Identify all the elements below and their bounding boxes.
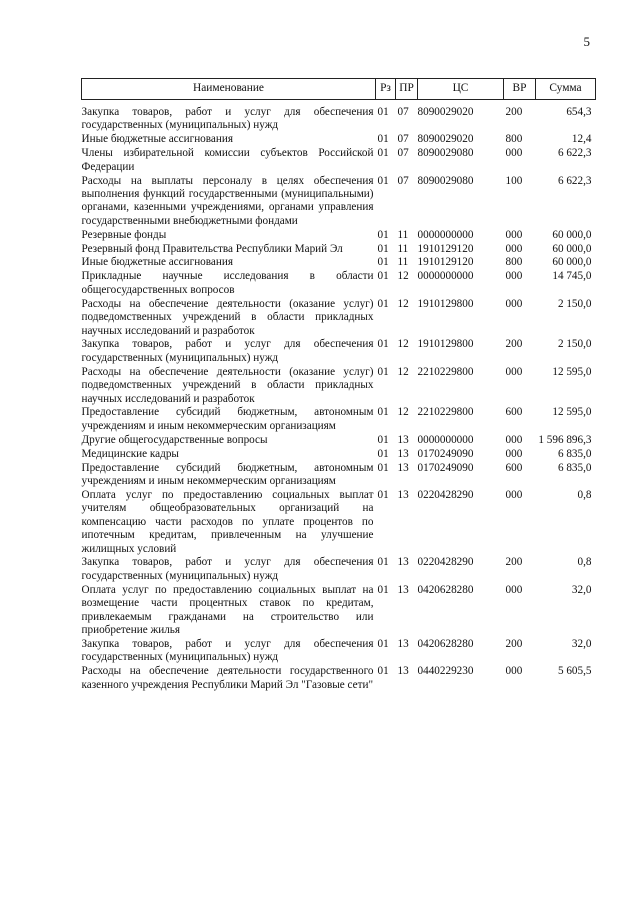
table-row bbox=[82, 270, 596, 297]
row-name: Предоставление субсидий бюджетным, автономным учреждениям и иным некоммерческим организациям bbox=[81, 406, 374, 432]
row-name: Расходы на обеспечение деятельности государственного казенного учреждения Республики Марий Эл "Газовые сети" bbox=[81, 665, 374, 691]
row-cs: 0000000000 bbox=[417, 228, 474, 241]
row-vr: 000 bbox=[505, 228, 523, 241]
row-sum: 2 150,0 bbox=[557, 297, 592, 310]
row-cs: 0440229230 bbox=[417, 665, 474, 678]
row-pr: 13 bbox=[397, 637, 409, 650]
row-sum: 14 745,0 bbox=[552, 270, 592, 283]
row-vr: 800 bbox=[505, 256, 523, 269]
row-sum: 12,4 bbox=[571, 133, 592, 146]
row-name: Прикладные научные исследования в области общегосударственных вопросов bbox=[81, 270, 374, 296]
row-cs: 0170249090 bbox=[417, 461, 474, 474]
row-pr: 07 bbox=[397, 147, 409, 160]
row-rz: 01 bbox=[377, 297, 389, 310]
row-pr: 12 bbox=[397, 365, 409, 378]
row-pr: 11 bbox=[397, 256, 409, 269]
row-name: Расходы на обеспечение деятельности (оказание услуг) подведомственных учреждений в области прикладных научных исследований и разработок bbox=[81, 297, 374, 337]
row-vr: 600 bbox=[505, 406, 523, 419]
row-rz: 01 bbox=[377, 665, 389, 678]
row-sum: 32,0 bbox=[571, 583, 592, 596]
row-pr: 12 bbox=[397, 270, 409, 283]
row-sum: 60 000,0 bbox=[552, 256, 592, 269]
header-sum: Сумма bbox=[536, 79, 596, 100]
row-cs: 8090029080 bbox=[417, 147, 474, 160]
row-pr: 13 bbox=[397, 447, 409, 460]
table-row bbox=[82, 638, 596, 665]
row-name: Расходы на обеспечение деятельности (оказание услуг) подведомственных учреждений в области прикладных научных исследований и разработок bbox=[81, 365, 374, 405]
table-row bbox=[82, 665, 596, 692]
row-cs: 0000000000 bbox=[417, 270, 474, 283]
row-name: Закупка товаров, работ и услуг для обеспечения государственных (муниципальных) нужд bbox=[81, 556, 374, 582]
row-vr: 600 bbox=[505, 461, 523, 474]
row-rz: 01 bbox=[377, 365, 389, 378]
row-sum: 2 150,0 bbox=[557, 338, 592, 351]
row-pr: 12 bbox=[397, 406, 409, 419]
row-rz: 01 bbox=[377, 433, 389, 446]
row-vr: 200 bbox=[505, 556, 523, 569]
row-cs: 0420628280 bbox=[417, 583, 474, 596]
row-name: Закупка товаров, работ и услуг для обеспечения государственных (муниципальных) нужд bbox=[81, 338, 374, 364]
table-row bbox=[82, 556, 596, 583]
row-pr: 13 bbox=[397, 433, 409, 446]
row-cs: 0220428290 bbox=[417, 488, 474, 501]
table-header bbox=[82, 79, 596, 100]
row-rz: 01 bbox=[377, 556, 389, 569]
row-cs: 0420628280 bbox=[417, 637, 474, 650]
row-pr: 13 bbox=[397, 665, 409, 678]
row-cs: 2210229800 bbox=[417, 365, 474, 378]
row-pr: 11 bbox=[397, 228, 409, 241]
row-cs: 1910129800 bbox=[417, 338, 474, 351]
row-vr: 200 bbox=[505, 106, 523, 118]
header-vr: ВР bbox=[504, 79, 536, 100]
table-row bbox=[82, 338, 596, 365]
row-name: Закупка товаров, работ и услуг для обеспечения государственных (муниципальных) нужд bbox=[81, 106, 374, 132]
row-vr: 000 bbox=[505, 270, 523, 283]
row-pr: 07 bbox=[397, 174, 409, 187]
header-cs: ЦС bbox=[418, 79, 504, 100]
row-vr: 000 bbox=[505, 488, 523, 501]
row-sum: 654,3 bbox=[566, 106, 592, 118]
row-sum: 12 595,0 bbox=[552, 365, 592, 378]
row-name: Члены избирательной комиссии субъектов Российской Федерации bbox=[81, 147, 374, 173]
row-vr: 000 bbox=[505, 447, 523, 460]
row-vr: 200 bbox=[505, 338, 523, 351]
row-rz: 01 bbox=[377, 147, 389, 160]
row-vr: 000 bbox=[505, 365, 523, 378]
row-sum: 60 000,0 bbox=[552, 242, 592, 255]
row-vr: 000 bbox=[505, 665, 523, 678]
row-name: Резервные фонды bbox=[81, 228, 167, 241]
row-rz: 01 bbox=[377, 637, 389, 650]
row-vr: 200 bbox=[505, 637, 523, 650]
row-cs: 0000000000 bbox=[417, 433, 474, 446]
header-rz: Рз bbox=[376, 79, 396, 100]
table-row bbox=[82, 133, 596, 147]
page-number: 5 bbox=[583, 34, 590, 49]
table-row bbox=[82, 298, 596, 339]
row-rz: 01 bbox=[377, 406, 389, 419]
table-row bbox=[82, 434, 596, 448]
table-row bbox=[82, 448, 596, 462]
row-vr: 800 bbox=[505, 133, 523, 146]
row-rz: 01 bbox=[377, 174, 389, 187]
row-vr: 100 bbox=[505, 174, 523, 187]
table-row bbox=[82, 256, 596, 270]
table-row bbox=[82, 462, 596, 489]
row-rz: 01 bbox=[377, 461, 389, 474]
row-rz: 01 bbox=[377, 106, 389, 118]
row-cs: 2210229800 bbox=[417, 406, 474, 419]
row-name: Иные бюджетные ассигнования bbox=[81, 133, 233, 146]
row-rz: 01 bbox=[377, 338, 389, 351]
row-pr: 07 bbox=[397, 133, 409, 146]
row-pr: 11 bbox=[397, 242, 409, 255]
table-row bbox=[82, 489, 596, 557]
row-name: Оплата услуг по предоставлению социальных выплат учителям общеобразовательных организаций на компенсацию части расходов по уплате процентов по ипотечным кредитам, привлеченным на улучшение жилищных условий bbox=[81, 488, 374, 555]
row-sum: 6 622,3 bbox=[557, 174, 592, 187]
table-row bbox=[82, 243, 596, 257]
row-vr: 000 bbox=[505, 433, 523, 446]
row-sum: 12 595,0 bbox=[552, 406, 592, 419]
budget-table bbox=[81, 78, 596, 692]
row-rz: 01 bbox=[377, 583, 389, 596]
table-row bbox=[82, 147, 596, 174]
row-name: Оплата услуг по предоставлению социальных выплат на возмещение части процентных ставок по кредитам, привлекаемым гражданами на строительство или приобретение жилья bbox=[81, 583, 374, 636]
row-name: Иные бюджетные ассигнования bbox=[81, 256, 233, 269]
row-pr: 12 bbox=[397, 338, 409, 351]
table-row bbox=[82, 106, 596, 133]
row-pr: 13 bbox=[397, 488, 409, 501]
row-rz: 01 bbox=[377, 270, 389, 283]
table-row bbox=[82, 229, 596, 243]
row-rz: 01 bbox=[377, 256, 389, 269]
table-row bbox=[82, 175, 596, 229]
row-sum: 32,0 bbox=[571, 637, 592, 650]
row-sum: 6 835,0 bbox=[557, 447, 592, 460]
row-pr: 07 bbox=[397, 106, 409, 118]
row-vr: 000 bbox=[505, 583, 523, 596]
row-sum: 60 000,0 bbox=[552, 228, 592, 241]
row-cs: 0220428290 bbox=[417, 556, 474, 569]
row-cs: 1910129800 bbox=[417, 297, 474, 310]
row-sum: 6 835,0 bbox=[557, 461, 592, 474]
row-cs: 1910129120 bbox=[417, 256, 474, 269]
row-name: Расходы на выплаты персоналу в целях обеспечения выполнения функций государственными (муниципальными) органами, казенными учреждениями, органами управления государственными внебюджетными фондами bbox=[81, 174, 374, 227]
row-name: Предоставление субсидий бюджетным, автономным учреждениям и иным некоммерческим организациям bbox=[81, 461, 374, 487]
row-rz: 01 bbox=[377, 228, 389, 241]
row-pr: 13 bbox=[397, 556, 409, 569]
row-name: Другие общегосударственные вопросы bbox=[81, 433, 268, 446]
row-name: Закупка товаров, работ и услуг для обеспечения государственных (муниципальных) нужд bbox=[81, 637, 374, 664]
row-cs: 8090029080 bbox=[417, 174, 474, 187]
table-body bbox=[82, 100, 596, 693]
table-row bbox=[82, 366, 596, 407]
table-row bbox=[82, 406, 596, 433]
row-sum: 6 622,3 bbox=[557, 147, 592, 160]
row-rz: 01 bbox=[377, 242, 389, 255]
row-rz: 01 bbox=[377, 488, 389, 501]
row-name: Резервный фонд Правительства Республики Марий Эл bbox=[81, 242, 343, 255]
header-pr: ПР bbox=[396, 79, 418, 100]
row-vr: 000 bbox=[505, 242, 523, 255]
row-rz: 01 bbox=[377, 133, 389, 146]
header-name: Наименование bbox=[82, 79, 376, 100]
row-sum: 5 605,5 bbox=[557, 665, 592, 678]
row-rz: 01 bbox=[377, 447, 389, 460]
row-name: Медицинские кадры bbox=[81, 447, 179, 460]
row-cs: 8090029020 bbox=[417, 106, 474, 118]
row-sum: 1 596 896,3 bbox=[538, 433, 592, 446]
row-sum: 0,8 bbox=[577, 556, 592, 569]
row-pr: 12 bbox=[397, 297, 409, 310]
row-vr: 000 bbox=[505, 147, 523, 160]
row-cs: 8090029020 bbox=[417, 133, 474, 146]
table-row bbox=[82, 584, 596, 638]
row-sum: 0,8 bbox=[577, 488, 592, 501]
row-cs: 0170249090 bbox=[417, 447, 474, 460]
row-pr: 13 bbox=[397, 461, 409, 474]
row-vr: 000 bbox=[505, 297, 523, 310]
row-pr: 13 bbox=[397, 583, 409, 596]
row-cs: 1910129120 bbox=[417, 242, 474, 255]
